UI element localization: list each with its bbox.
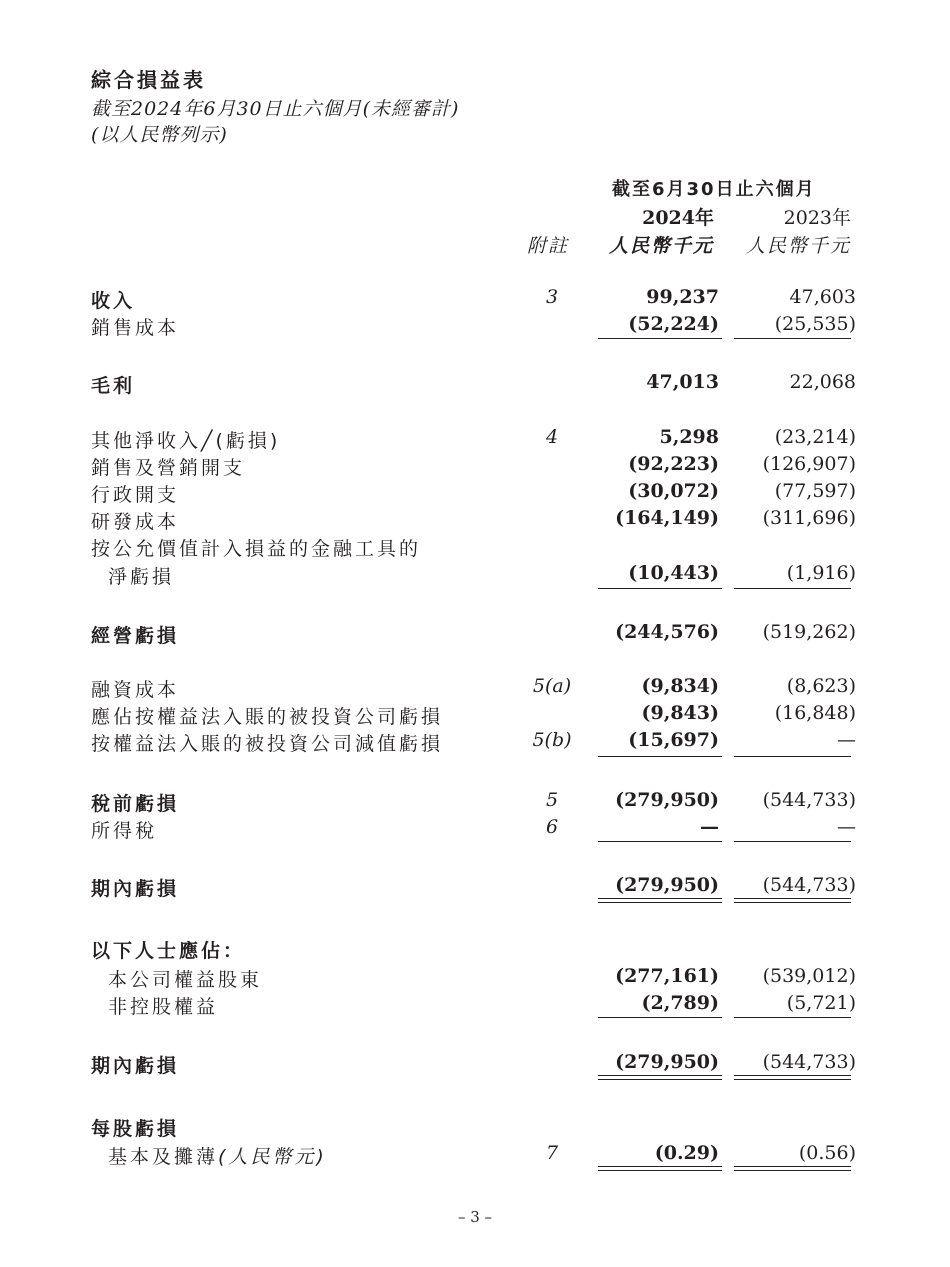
table-row xyxy=(0,874,950,900)
row-note: 7 xyxy=(545,1142,559,1164)
row-label: 應佔按權益法入賬的被投資公司虧損 xyxy=(91,706,444,728)
value-2024: (30,072) xyxy=(628,480,719,502)
row-label: 融資成本 xyxy=(91,679,180,701)
note-column-header: 附註 xyxy=(527,235,570,257)
table-row xyxy=(0,1114,950,1140)
table-row xyxy=(0,965,950,991)
value-2024: (279,950) xyxy=(615,789,719,811)
row-note: 5(b) xyxy=(532,729,572,751)
value-2023: (126,907) xyxy=(762,453,856,475)
unit-2023-header: 人民幣千元 xyxy=(745,235,851,257)
table-row xyxy=(0,621,950,647)
row-note: 6 xyxy=(545,816,559,838)
double-underline xyxy=(598,1166,722,1171)
year-2024-header: 2024年 xyxy=(642,207,714,229)
table-row xyxy=(0,371,950,397)
unit-2024-header: 人民幣千元 xyxy=(608,235,714,257)
single-underline xyxy=(598,588,722,589)
row-label: 本公司權益股東 xyxy=(108,969,263,991)
value-2024: (10,443) xyxy=(628,562,719,584)
year-2023-header: 2023年 xyxy=(783,207,851,229)
value-2023: (311,696) xyxy=(762,507,856,529)
row-label: 稅前虧損 xyxy=(91,793,180,815)
table-row xyxy=(0,729,950,755)
value-2024: (9,843) xyxy=(641,702,719,724)
value-2024: 47,013 xyxy=(646,371,719,393)
value-2024: (277,161) xyxy=(615,965,719,987)
single-underline xyxy=(598,1017,722,1018)
table-row xyxy=(0,426,950,452)
row-label: 以下人士應佔： xyxy=(91,940,246,962)
value-2023: (544,733) xyxy=(762,1051,856,1073)
table-row xyxy=(0,480,950,506)
value-2023: (25,535) xyxy=(774,313,856,335)
period-subtitle: 截至2024年6月30日止六個月(未經審計) xyxy=(91,98,460,120)
single-underline xyxy=(598,338,722,339)
row-note: 5(a) xyxy=(532,675,572,697)
single-underline xyxy=(598,841,722,842)
row-label: 銷售及營銷開支 xyxy=(91,457,246,479)
value-2023: (0.56) xyxy=(798,1142,856,1164)
row-note: 4 xyxy=(545,426,559,448)
single-underline xyxy=(734,588,851,589)
row-label: 非控股權益 xyxy=(108,996,219,1018)
value-2023: 22,068 xyxy=(789,371,856,393)
table-row xyxy=(0,1142,950,1168)
table-row xyxy=(0,702,950,728)
table-row xyxy=(0,313,950,339)
value-2024: (164,149) xyxy=(615,507,719,529)
value-2023: 47,603 xyxy=(789,286,856,308)
value-2023: (544,733) xyxy=(762,789,856,811)
period-header: 截至6月30日止六個月 xyxy=(612,179,816,200)
table-row xyxy=(0,534,950,560)
value-2024: (2,789) xyxy=(641,992,719,1014)
row-label: 經營虧損 xyxy=(91,625,180,647)
row-label: 期內虧損 xyxy=(91,878,180,900)
row-label xyxy=(108,1142,327,1169)
page-number: – 3 – xyxy=(457,1208,493,1226)
table-row xyxy=(0,1051,950,1077)
single-underline xyxy=(734,756,851,757)
table-row xyxy=(0,562,950,588)
table-row xyxy=(0,675,950,701)
table-row xyxy=(0,789,950,815)
value-2024: (92,223) xyxy=(628,453,719,475)
single-underline xyxy=(734,338,851,339)
table-row xyxy=(0,453,950,479)
value-2023: (16,848) xyxy=(774,702,856,724)
value-2023: — xyxy=(837,816,856,838)
row-label: 行政開支 xyxy=(91,484,180,506)
value-2023: (544,733) xyxy=(762,874,856,896)
row-note: 5 xyxy=(545,789,559,811)
value-2023: (1,916) xyxy=(786,562,856,584)
row-label: 淨虧損 xyxy=(108,566,175,588)
row-label: 所得稅 xyxy=(91,820,158,842)
value-2024: — xyxy=(700,816,719,838)
value-2024: (244,576) xyxy=(615,621,719,643)
value-2024: 5,298 xyxy=(659,426,719,448)
value-2024: 99,237 xyxy=(646,286,719,308)
double-underline xyxy=(598,1075,722,1080)
value-2023: (519,262) xyxy=(762,621,856,643)
double-underline xyxy=(734,1166,851,1171)
table-row xyxy=(0,816,950,842)
table-row xyxy=(0,507,950,533)
table-row xyxy=(0,936,950,962)
row-label: 期內虧損 xyxy=(91,1055,180,1077)
value-2023: (8,623) xyxy=(786,675,856,697)
table-row xyxy=(0,992,950,1018)
page-title: 綜合損益表 xyxy=(91,68,206,92)
row-note: 3 xyxy=(545,286,559,308)
row-label: 按權益法入賬的被投資公司減值虧損 xyxy=(91,733,444,755)
value-2023: (77,597) xyxy=(774,480,856,502)
row-label-suffix: (人民幣元) xyxy=(218,1146,327,1168)
value-2024: (52,224) xyxy=(628,313,719,335)
row-label: 收入 xyxy=(91,290,136,312)
value-2023: (5,721) xyxy=(786,992,856,1014)
value-2023: (539,012) xyxy=(762,965,856,987)
row-label-main: 基本及攤薄 xyxy=(108,1146,219,1168)
value-2023: — xyxy=(837,729,856,751)
row-label: 其他淨收入╱(虧損) xyxy=(91,430,281,452)
row-label: 研發成本 xyxy=(91,511,180,533)
double-underline xyxy=(598,898,722,903)
value-2024: (279,950) xyxy=(615,874,719,896)
single-underline xyxy=(598,756,722,757)
value-2024: (279,950) xyxy=(615,1051,719,1073)
table-row xyxy=(0,286,950,312)
double-underline xyxy=(734,898,851,903)
currency-subtitle: (以人民幣列示) xyxy=(91,124,228,146)
row-label: 每股虧損 xyxy=(91,1118,180,1140)
row-label: 銷售成本 xyxy=(91,317,180,339)
value-2023: (23,214) xyxy=(774,426,856,448)
single-underline xyxy=(734,841,851,842)
row-label: 毛利 xyxy=(91,375,136,397)
double-underline xyxy=(734,1075,851,1080)
single-underline xyxy=(734,1017,851,1018)
value-2024: (15,697) xyxy=(628,729,719,751)
row-label: 按公允價值計入損益的金融工具的 xyxy=(91,538,422,560)
value-2024: (0.29) xyxy=(654,1142,719,1164)
value-2024: (9,834) xyxy=(641,675,719,697)
